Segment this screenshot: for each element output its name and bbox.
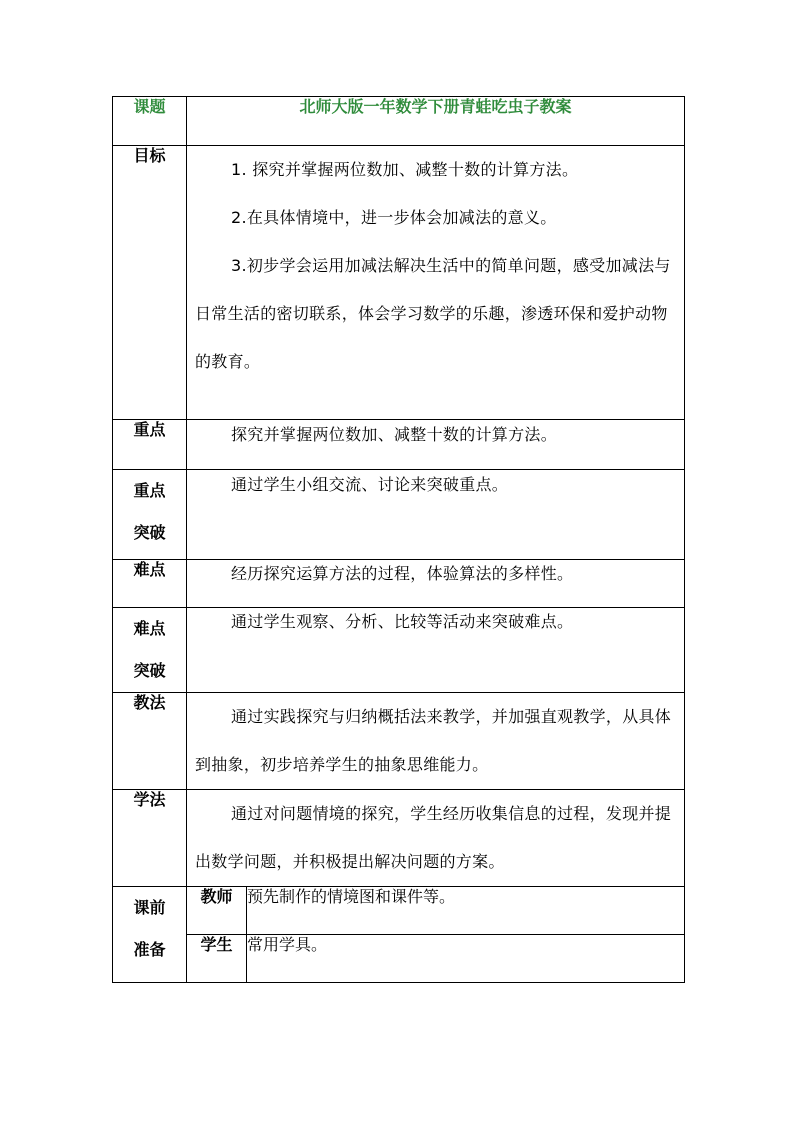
key-breakthrough-text: 通过学生小组交流、讨论来突破重点。 (231, 475, 509, 494)
key-breakthrough-label-line1: 重点 (133, 481, 166, 500)
learning-method-row (113, 790, 685, 887)
difficulty-breakthrough-label-line2: 突破 (133, 661, 166, 680)
teacher-label: 教师 (187, 887, 247, 935)
difficulty-breakthrough-content (187, 608, 685, 693)
key-breakthrough-label-line2: 突破 (133, 523, 166, 542)
title-label: 课题 (113, 97, 187, 146)
key-breakthrough-label (113, 470, 187, 560)
difficulty-breakthrough-row (113, 608, 685, 693)
difficulty-label: 难点 (113, 560, 187, 608)
learning-method-text: 通过对问题情境的探究，学生经历收集信息的过程，发现并提出数学问题，并积极提出解决问题的方案。 (195, 804, 672, 871)
student-label: 学生 (187, 935, 247, 983)
difficulty-text: 经历探究运算方法的过程，体验算法的多样性。 (231, 564, 574, 583)
difficulty-breakthrough-label-line1: 难点 (133, 619, 166, 638)
lesson-title: 北师大版一年数学下册青蛙吃虫子教案 (187, 97, 685, 146)
key-breakthrough-row (113, 470, 685, 560)
key-point-row (113, 420, 685, 470)
teacher-preparation-text: 预先制作的情境图和课件等。 (247, 887, 685, 935)
difficulty-breakthrough-label (113, 608, 187, 693)
difficulty-content (187, 560, 685, 608)
key-point-label: 重点 (113, 420, 187, 470)
prep-teacher-row (113, 887, 685, 935)
lesson-plan-table (112, 96, 685, 983)
teaching-method-text: 通过实践探究与归纳概括法来教学，并加强直观教学，从具体到抽象，初步培养学生的抽象思维能力。 (195, 707, 672, 774)
preparation-label (113, 887, 187, 983)
learning-method-label: 学法 (113, 790, 187, 887)
goals-content (187, 146, 685, 420)
preparation-label-line2: 准备 (133, 940, 166, 959)
key-point-content (187, 420, 685, 470)
key-point-text: 探究并掌握两位数加、减整十数的计算方法。 (231, 425, 558, 444)
goal-item-3: 3.初步学会运用加减法解决生活中的简单问题，感受加减法与日常生活的密切联系，体会学习数学的乐趣，渗透环保和爱护动物的教育。 (195, 256, 671, 371)
goal-item-2: 2.在具体情境中，进一步体会加减法的意义。 (231, 208, 557, 227)
prep-student-row (113, 935, 685, 983)
learning-method-content (187, 790, 685, 887)
goals-label: 目标 (113, 146, 187, 420)
teaching-method-content (187, 693, 685, 790)
goals-row (113, 146, 685, 420)
teaching-method-row (113, 693, 685, 790)
preparation-label-line1: 课前 (133, 898, 166, 917)
title-row (113, 97, 685, 146)
student-preparation-text: 常用学具。 (247, 935, 685, 983)
difficulty-breakthrough-text: 通过学生观察、分析、比较等活动来突破难点。 (231, 612, 574, 631)
goal-item-1: 1. 探究并掌握两位数加、减整十数的计算方法。 (231, 160, 579, 179)
teaching-method-label: 教法 (113, 693, 187, 790)
key-breakthrough-content (187, 470, 685, 560)
difficulty-row (113, 560, 685, 608)
